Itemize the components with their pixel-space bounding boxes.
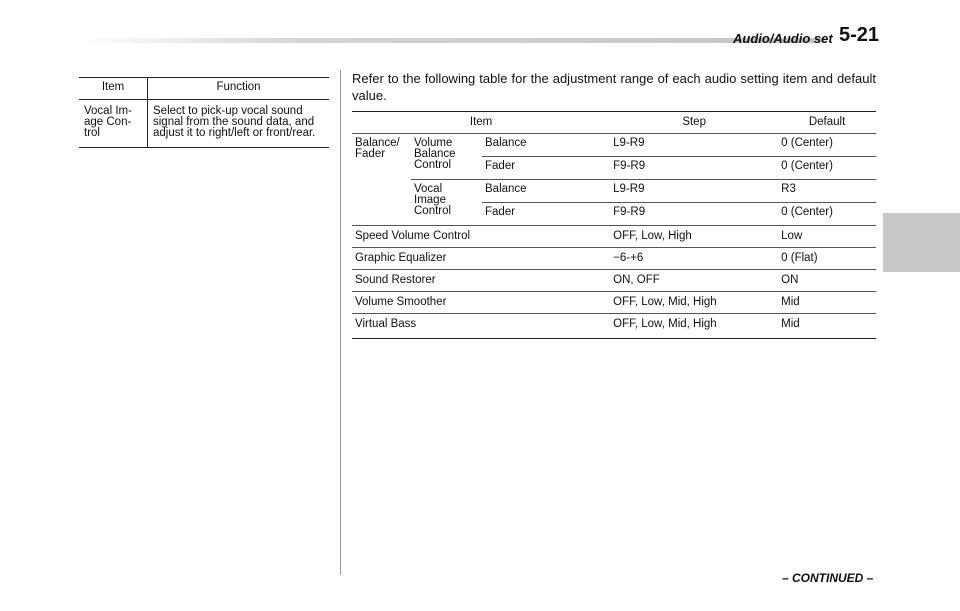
section-title: Audio/Audio set bbox=[733, 31, 833, 46]
default-cell: Mid bbox=[778, 292, 876, 314]
column-header-default: Default bbox=[778, 112, 876, 134]
page-number: 5-21 bbox=[839, 24, 880, 46]
column-header-item: Item bbox=[79, 78, 148, 100]
default-cell: 0 (Center) bbox=[778, 157, 876, 180]
column-header-step: Step bbox=[610, 112, 778, 134]
table-row bbox=[352, 180, 876, 203]
subgroup-cell: Vocal Image Control bbox=[411, 180, 482, 226]
step-cell: L9-R9 bbox=[610, 180, 778, 203]
step-cell: OFF, Low, Mid, High bbox=[610, 292, 778, 314]
item-cell: Volume Smoother bbox=[352, 292, 610, 314]
sub-item-cell: Fader bbox=[482, 203, 610, 226]
step-cell: −6-+6 bbox=[610, 248, 778, 270]
function-cell: Select to pick-up vocal sound signal from the sound data, and adjust it to right/left or front/rear. bbox=[153, 105, 316, 139]
item-cell: Graphic Equalizer bbox=[352, 248, 610, 270]
default-cell: 0 (Center) bbox=[778, 203, 876, 226]
table-row bbox=[352, 292, 876, 314]
intro-paragraph: Refer to the following table for the adjustment range of each audio setting item and default value. bbox=[352, 71, 876, 103]
default-cell: Mid bbox=[781, 318, 800, 330]
item-cell: Sound Restorer bbox=[352, 270, 610, 292]
table-row bbox=[352, 248, 876, 270]
step-cell: OFF, Low, Mid, High bbox=[613, 318, 717, 330]
item-cell: Virtual Bass bbox=[355, 318, 417, 330]
default-cell: R3 bbox=[778, 180, 876, 203]
table-row bbox=[352, 314, 876, 339]
adjustment-range-table bbox=[352, 111, 876, 339]
subgroup-cell: Volume Balance Control bbox=[411, 134, 482, 180]
step-cell: ON, OFF bbox=[610, 270, 778, 292]
table-row bbox=[79, 100, 329, 148]
column-header-function: Function bbox=[148, 78, 330, 100]
chapter-side-tab bbox=[883, 213, 960, 272]
column-divider bbox=[340, 70, 341, 575]
step-cell: F9-R9 bbox=[610, 203, 778, 226]
table-row bbox=[352, 226, 876, 248]
group-cell: Balance/ Fader bbox=[352, 134, 411, 226]
sub-item-cell: Balance bbox=[482, 180, 610, 203]
header-rule bbox=[80, 38, 825, 43]
table-row bbox=[352, 134, 876, 157]
item-cell: Speed Volume Control bbox=[352, 226, 610, 248]
step-cell: OFF, Low, High bbox=[610, 226, 778, 248]
sub-item-cell: Fader bbox=[482, 157, 610, 180]
default-cell: ON bbox=[778, 270, 876, 292]
item-cell: Vocal Im- age Con- trol bbox=[79, 100, 148, 148]
table-header-row bbox=[79, 78, 329, 100]
function-table bbox=[79, 77, 329, 148]
default-cell: Low bbox=[778, 226, 876, 248]
step-cell: L9-R9 bbox=[610, 134, 778, 157]
continued-label: – CONTINUED – bbox=[782, 571, 874, 585]
table-header-row bbox=[352, 112, 876, 134]
default-cell: 0 (Center) bbox=[778, 134, 876, 157]
table-row bbox=[352, 270, 876, 292]
step-cell: F9-R9 bbox=[610, 157, 778, 180]
column-header-item: Item bbox=[352, 112, 610, 134]
sub-item-cell: Balance bbox=[482, 134, 610, 157]
default-cell: 0 (Flat) bbox=[778, 248, 876, 270]
